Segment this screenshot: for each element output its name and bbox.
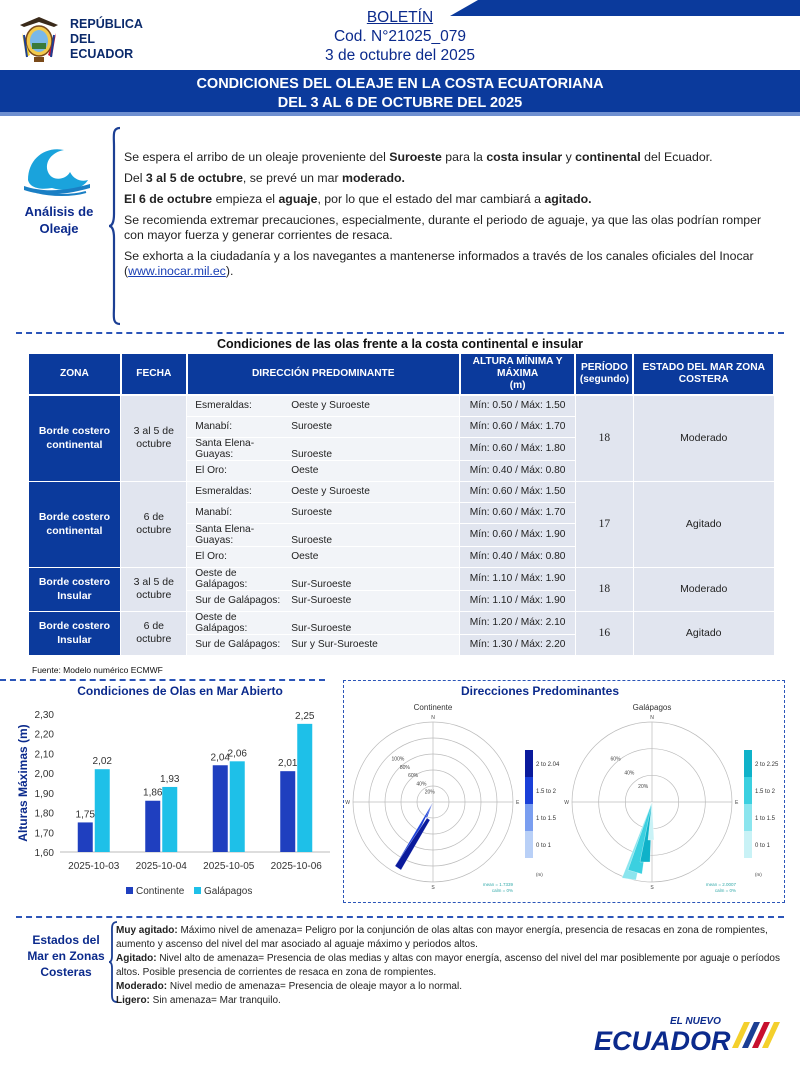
state-agitado: Agitado: Nivel alto de amenaza= Presencia de olas medias y altas con mayor energía, ascenso del nivel del mar posiblemente por aguaje o períodos altos. Posible presencia de corrientes de resaca en zona de rompientes. (116, 953, 780, 978)
bar-chart (10, 700, 340, 910)
direction-value: Sur-Suroeste (291, 622, 352, 634)
direction-value: Suroeste (291, 448, 332, 460)
table-row (28, 481, 774, 502)
bar-value-label: 1,93 (160, 773, 180, 785)
bar-value-label: 2,01 (278, 758, 298, 770)
direction-cell (187, 416, 460, 437)
header-fecha: FECHA (121, 353, 187, 395)
height-cell: Mín: 0.60 / Máx: 1.50 (460, 481, 576, 502)
sea-state-cell: Moderado (633, 395, 774, 481)
direction-value: Suroeste (291, 534, 332, 546)
main-title-bar (0, 70, 800, 116)
place-label: Manabí: (195, 507, 233, 518)
rose-unit: (m) (755, 872, 762, 877)
bar (95, 769, 110, 852)
direction-cell (187, 460, 460, 481)
rose-legend-label: 1.5 to 2 (536, 789, 557, 795)
y-tick-label: 1,90 (34, 788, 54, 800)
bar (213, 765, 228, 852)
legend-label: Continente (136, 886, 185, 897)
wave-icon (22, 140, 92, 196)
sea-state-cell: Agitado (633, 611, 774, 655)
place-label: Sur de Galápagos: (195, 595, 281, 606)
header-periodo: PERÍODO (segundo) (575, 353, 633, 395)
bar-value-label: 2,04 (210, 752, 230, 764)
rose-footer: calm = 0% (714, 888, 736, 893)
chart-divider-left (0, 679, 325, 681)
rose-title: Galápagos (632, 703, 672, 712)
direction-value: Suroeste (291, 421, 332, 432)
direction-cell (187, 590, 460, 611)
x-tick-label: 2025-10-04 (135, 861, 187, 872)
direction-cell (187, 567, 460, 590)
bar-chart-title: Condiciones de Olas en Mar Abierto (77, 684, 283, 698)
place-label: Manabí: (195, 421, 233, 432)
bar (230, 761, 245, 852)
rose-ring-label: 80% (399, 764, 410, 771)
direction-value: Oeste y Suroeste (291, 486, 370, 497)
rose-legend-label: 0 to 1 (536, 843, 552, 849)
legend-swatch (126, 887, 133, 894)
bar (297, 724, 312, 852)
analysis-paragraph-1: Se espera el arribo de un oleaje proveniente del Suroeste para la costa insular y continental del Ecuador. (124, 150, 713, 164)
rose-compass-label: N (431, 715, 435, 721)
x-tick-label: 2025-10-06 (270, 861, 322, 872)
sea-state-cell: Agitado (633, 481, 774, 567)
bar (162, 787, 177, 852)
rose-continente (343, 700, 560, 900)
rose-legend-swatch (744, 804, 752, 831)
period-cell: 16 (575, 611, 633, 655)
ecuador-coat-of-arms-icon (14, 13, 64, 65)
direction-cell (187, 481, 460, 502)
rose-ring-label: 40% (416, 781, 427, 788)
brace-icon (108, 126, 122, 326)
place-label: El Oro: (195, 551, 227, 562)
conditions-table (27, 352, 775, 656)
date-cell: 6 de octubre (121, 611, 187, 655)
rose-compass-label: S (431, 885, 435, 891)
rose-compass-label: E (735, 800, 739, 806)
el-nuevo-ecuador-logo (592, 1012, 782, 1054)
direction-value: Sur-Suroeste (291, 595, 352, 606)
period-cell: 18 (575, 395, 633, 481)
header-estado: ESTADO DEL MAR ZONA COSTERA (633, 353, 774, 395)
rose-legend-swatch (744, 750, 752, 777)
height-cell: Mín: 0.60 / Máx: 1.80 (460, 437, 576, 460)
rose-legend-label: 1.5 to 2 (755, 789, 776, 795)
analysis-paragraph-3: El 6 de octubre empieza el aguaje, por lo que el estado del mar cambiará a agitado. (124, 192, 592, 206)
bar (78, 822, 93, 852)
logo-line-1: REPÚBLICA (70, 16, 143, 31)
analysis-paragraph-4: Se recomienda extremar precauciones, especialmente, durante el periodo de aguaje, ya que las olas podrían romper con mayor fuerza y generar corrientes de resaca. (124, 213, 762, 242)
directions-title: Direcciones Predominantes (460, 684, 620, 698)
bulletin-code: Cod. N°21025_079 (333, 28, 467, 45)
rose-compass-label: W (564, 800, 569, 806)
inocar-link[interactable]: www.inocar.mil.ec (128, 264, 226, 278)
period-cell: 17 (575, 481, 633, 567)
zone-cell: Borde costero Insular (28, 567, 121, 611)
main-title-line-1: CONDICIONES DEL OLEAJE EN LA COSTA ECUATORIANA (196, 76, 604, 92)
rose-legend-swatch (744, 777, 752, 804)
y-tick-label: 2,00 (34, 769, 54, 781)
bar-value-label: 2,25 (295, 710, 315, 722)
rose-legend-label: 2 to 2.04 (536, 762, 560, 768)
direction-cell (187, 437, 460, 460)
header-direccion: DIRECCIÓN PREDOMINANTE (187, 353, 460, 395)
section-divider (16, 332, 784, 334)
height-cell: Mín: 0.40 / Máx: 0.80 (460, 546, 576, 567)
direction-cell (187, 395, 460, 416)
y-tick-label: 2,30 (34, 710, 54, 721)
direction-value: Oeste y Suroeste (291, 400, 370, 412)
bulletin-title: BOLETÍN (366, 9, 434, 26)
date-cell: 3 al 5 de octubre (121, 567, 187, 611)
rose-ring-label: 20% (638, 784, 649, 791)
bulletin-info (250, 8, 550, 65)
rose-legend-swatch (525, 750, 533, 777)
analysis-text (124, 150, 784, 285)
table-source: Fuente: Modelo numérico ECMWF (32, 665, 163, 675)
bar (280, 771, 295, 852)
bar-value-label: 2,06 (227, 748, 247, 760)
height-cell: Mín: 1.30 / Máx: 2.20 (460, 634, 576, 655)
place-label: El Oro: (195, 465, 227, 476)
height-cell: Mín: 0.60 / Máx: 1.90 (460, 523, 576, 546)
direction-value: Sur-Suroeste (291, 578, 352, 590)
zone-cell: Borde costero Insular (28, 611, 121, 655)
bar-value-label: 2,02 (92, 756, 112, 768)
place-label: Esmeraldas: (195, 400, 252, 412)
state-muy-agitado: Muy agitado: Máximo nivel de amenaza= Peligro por la conjunción de olas altas con mayor energía, presencia de resacas en zona de rompientes, aumento y ascenso del nivel del mar asociado al aguaje máximo y periodos altos. (116, 925, 768, 950)
place-label: Sur de Galápagos: (195, 639, 281, 650)
period-cell: 18 (575, 567, 633, 611)
zone-cell: Borde costero continental (28, 481, 121, 567)
bar-value-label: 1,86 (143, 787, 163, 799)
rose-ring-label: 20% (424, 789, 435, 796)
analysis-paragraph-2: Del 3 al 5 de octubre, se prevé un mar moderado. (124, 171, 405, 185)
rose-compass-label: E (516, 800, 520, 806)
date-cell: 3 al 5 de octubre (121, 395, 187, 481)
date-cell: 6 de octubre (121, 481, 187, 567)
government-logo (14, 12, 143, 66)
height-cell: Mín: 0.50 / Máx: 1.50 (460, 395, 576, 416)
rose-compass-label: W (345, 800, 350, 806)
footer-logo-small: EL NUEVO (670, 1016, 721, 1027)
y-tick-label: 2,20 (34, 729, 54, 741)
y-tick-label: 1,80 (34, 808, 54, 820)
height-cell: Mín: 0.60 / Máx: 1.70 (460, 416, 576, 437)
footer-logo-big: ECUADOR (594, 1026, 731, 1056)
place-label: Esmeraldas: (195, 486, 252, 497)
direction-value: Oeste (291, 551, 319, 562)
rose-ring-label: 40% (624, 770, 635, 777)
height-cell: Mín: 0.60 / Máx: 1.70 (460, 502, 576, 523)
main-title-line-2: DEL 3 AL 6 DE OCTUBRE DEL 2025 (277, 95, 523, 111)
height-cell: Mín: 0.40 / Máx: 0.80 (460, 460, 576, 481)
bulletin-date: 3 de octubre del 2025 (325, 47, 475, 64)
table-row (28, 611, 774, 634)
rose-legend-label: 2 to 2.25 (755, 762, 779, 768)
rose-footer: calm = 0% (491, 888, 513, 893)
rose-ring-label: 60% (408, 773, 419, 780)
rose-ring-label: 100% (391, 756, 405, 763)
table-title: Condiciones de las olas frente a la costa continental e insular (216, 337, 584, 351)
rose-galapagos (556, 700, 782, 900)
states-text (116, 924, 784, 1008)
header-zona: ZONA (28, 353, 121, 395)
rose-ring-label: 60% (610, 756, 621, 763)
analysis-label: Análisis de Oleaje (24, 204, 94, 236)
height-cell: Mín: 1.20 / Máx: 2.10 (460, 611, 576, 634)
rose-legend-label: 0 to 1 (755, 843, 771, 849)
rose-legend-swatch (525, 777, 533, 804)
rose-title: Continente (413, 703, 453, 712)
state-ligero: Ligero: Sin amenaza= Mar tranquilo. (116, 995, 281, 1006)
bar-value-label: 1,75 (75, 809, 95, 821)
rose-legend-swatch (525, 804, 533, 831)
table-row (28, 395, 774, 416)
table-row (28, 567, 774, 590)
direction-cell (187, 611, 460, 634)
analysis-paragraph-5: Se exhorta a la ciudadanía y a los navegantes a mantenerse informados a través de los canales oficiales del Inocar (www.inocar.mil.ec). (124, 249, 754, 278)
x-tick-label: 2025-10-05 (203, 861, 255, 872)
height-cell: Mín: 1.10 / Máx: 1.90 (460, 590, 576, 611)
direction-cell (187, 502, 460, 523)
rose-unit: (m) (536, 872, 543, 877)
sea-state-cell: Moderado (633, 567, 774, 611)
rose-footer: mean = 1.7339 (482, 882, 513, 887)
table-header-row (28, 353, 774, 395)
states-divider (16, 916, 784, 918)
rose-compass-label: N (650, 715, 654, 721)
y-tick-label: 1,70 (34, 828, 54, 840)
direction-cell (187, 546, 460, 567)
rose-legend-label: 1 to 1.5 (755, 816, 776, 822)
legend-label: Galápagos (204, 886, 253, 897)
states-label: Estados del Mar en Zonas Costeras (27, 933, 105, 979)
bar (145, 801, 160, 852)
direction-value: Sur y Sur-Suroeste (291, 639, 378, 650)
rose-compass-label: S (650, 885, 654, 891)
rose-footer: mean = 2.0007 (705, 882, 736, 887)
place-label: Santa Elena-Guayas: (195, 437, 255, 460)
y-tick-label: 2,10 (34, 749, 54, 761)
place-label: Oeste de Galápagos: (195, 567, 248, 590)
direction-cell (187, 523, 460, 546)
x-tick-label: 2025-10-03 (68, 861, 120, 872)
header-altura: ALTURA MÍNIMA Y MÁXIMA (m) (460, 353, 576, 395)
rose-legend-swatch (525, 831, 533, 858)
direction-cell (187, 634, 460, 655)
place-label: Santa Elena-Guayas: (195, 523, 255, 546)
direction-value: Suroeste (291, 507, 332, 518)
rose-legend-label: 1 to 1.5 (536, 816, 557, 822)
state-moderado: Moderado: Nivel medio de amenaza= Presencia de oleaje mayor a lo normal. (116, 981, 462, 992)
rose-legend-swatch (744, 831, 752, 858)
direction-value: Oeste (291, 465, 319, 476)
y-axis-label: Alturas Máximas (m) (16, 724, 30, 842)
height-cell: Mín: 1.10 / Máx: 1.90 (460, 567, 576, 590)
zone-cell: Borde costero continental (28, 395, 121, 481)
logo-line-2: DEL ECUADOR (70, 31, 134, 61)
y-tick-label: 1,60 (34, 848, 54, 859)
place-label: Oeste de Galápagos: (195, 611, 248, 634)
legend-swatch (194, 887, 201, 894)
rose-petal (395, 818, 430, 870)
